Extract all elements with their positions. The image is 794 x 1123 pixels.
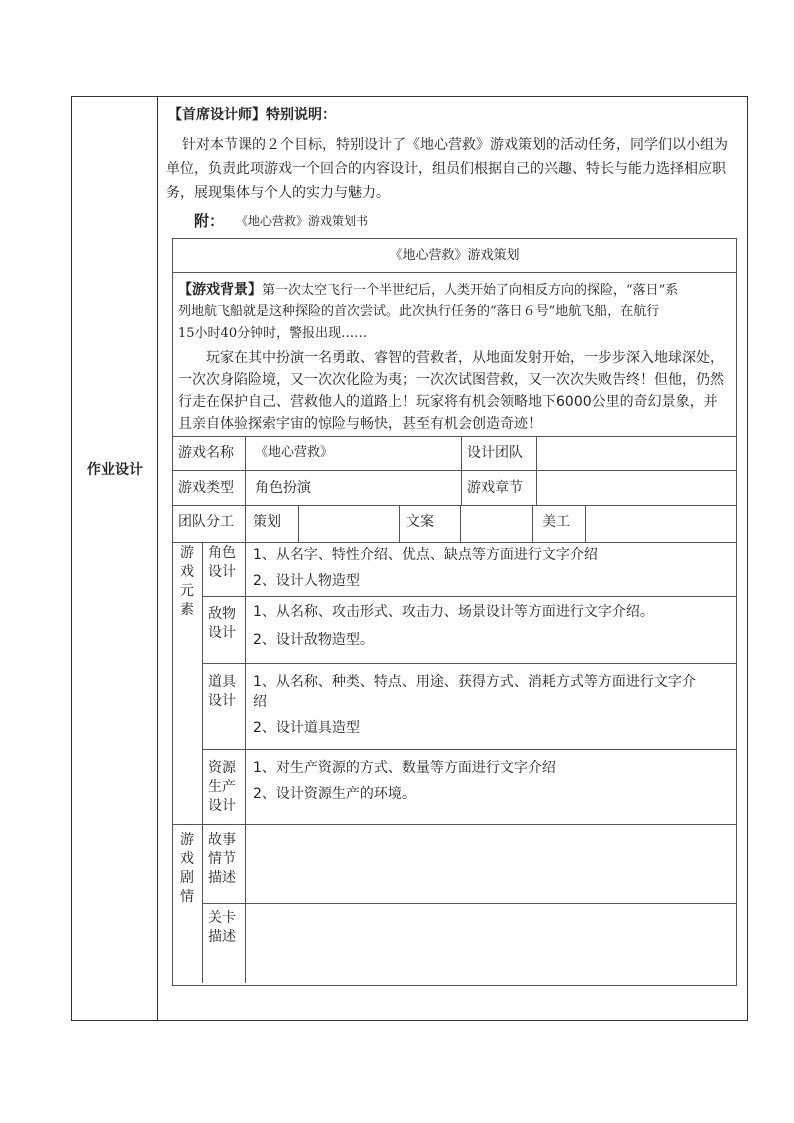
enemy-design-line-2: 2、设计敌物造型。 — [253, 632, 374, 648]
copywriting-label: 文案 — [406, 514, 434, 530]
resource-design-line-1: 1、对生产资源的方式、数量等方面进行文字介绍 — [253, 760, 556, 776]
game-type-label: 游戏类型 — [178, 480, 234, 496]
item-design-line-3: 2、设计道具造型 — [253, 720, 360, 736]
level-desc-label: 关卡描述 — [208, 910, 236, 945]
design-team-label: 设计团队 — [467, 445, 523, 461]
intro-line-2: 单位，负责此项游戏一个回合的内容设计，组员们根据自己的兴趣、特长与能力选择相应职 — [166, 161, 726, 177]
game-chapter-label: 游戏章节 — [467, 480, 523, 496]
intro-line-1: 针对本节课的２个目标，特别设计了《地心营救》游戏策划的活动任务，同学们以小组为 — [182, 137, 728, 153]
left-column — [72, 97, 158, 1020]
chief-designer-title: 【首席设计师】特别说明： — [168, 107, 336, 123]
gameplay-line-2: 一次次身陷险境，又一次次化险为夷；一次次试图营救，又一次次失败告终！但他，仍然 — [178, 372, 724, 388]
background-label: 【游戏背景】 — [178, 282, 262, 298]
game-name-value: 《地心营救》 — [255, 445, 334, 460]
item-design-label: 道具设计 — [208, 674, 236, 709]
game-type-value: 角色扮演 — [255, 480, 311, 496]
background-line-1: 第一次太空飞行一个半世纪后，人类开始了向相反方向的探险，“落日”系 — [262, 283, 679, 298]
enemy-design-label: 敌物设计 — [208, 606, 236, 641]
resource-design-label: 资源生产设计 — [208, 760, 236, 814]
team-division-label: 团队分工 — [178, 514, 234, 530]
intro-line-3: 务，展现集体与个人的实力与魅力。 — [166, 185, 390, 201]
role-design-line-2: 2、设计人物造型 — [253, 573, 360, 589]
game-plot-label: 游戏剧情 — [180, 832, 194, 905]
item-design-line-2: 绍 — [253, 694, 267, 710]
enemy-design-line-1: 1、从名称、攻击形式、攻击力、场景设计等方面进行文字介绍。 — [253, 604, 654, 620]
art-label: 美工 — [542, 514, 570, 530]
right-column — [158, 97, 747, 1020]
gameplay-line-4: 且亲自体验探索宇宙的惊险与畅快，甚至有机会创造奇迹！ — [178, 416, 542, 432]
gameplay-line-1: 玩家在其中扮演一名勇敢、睿智的营救者，从地面发射开始，一步步深入地球深处， — [206, 350, 724, 366]
game-plan-table — [172, 238, 737, 986]
story-desc-label: 故事情节描述 — [208, 832, 236, 886]
role-design-label: 角色设计 — [208, 545, 236, 580]
attachment-label: 附： — [194, 212, 225, 230]
item-design-line-1: 1、从名称、种类、特点、用途、获得方式、消耗方式等方面进行文字介 — [253, 674, 696, 690]
planning-label: 策划 — [253, 514, 281, 530]
background-line-3: 15小时40分钟时，警报出现…… — [178, 326, 368, 341]
background-section — [178, 279, 678, 302]
resource-design-line-2: 2、设计资源生产的环境。 — [253, 786, 416, 802]
background-line-2: 列地航飞船就是这种探险的首次尝试。此次执行任务的“落日６号”地航飞船，在航行 — [178, 304, 660, 319]
role-design-line-1: 1、从名字、特性介绍、优点、缺点等方面进行文字介绍 — [253, 547, 598, 563]
game-name-label: 游戏名称 — [178, 445, 234, 461]
attachment-text: 《地心营救》游戏策划书 — [236, 214, 369, 228]
homework-design-label: 作业设计 — [87, 462, 143, 478]
gameplay-line-3: 行走在保护自己、营救他人的道路上！玩家将有机会领略地下6000公里的奇幻景象，并 — [178, 394, 718, 410]
homework-design-table — [71, 96, 748, 1021]
plan-title: 《地心营救》游戏策划 — [389, 248, 520, 263]
game-elements-label: 游戏元素 — [180, 545, 194, 618]
